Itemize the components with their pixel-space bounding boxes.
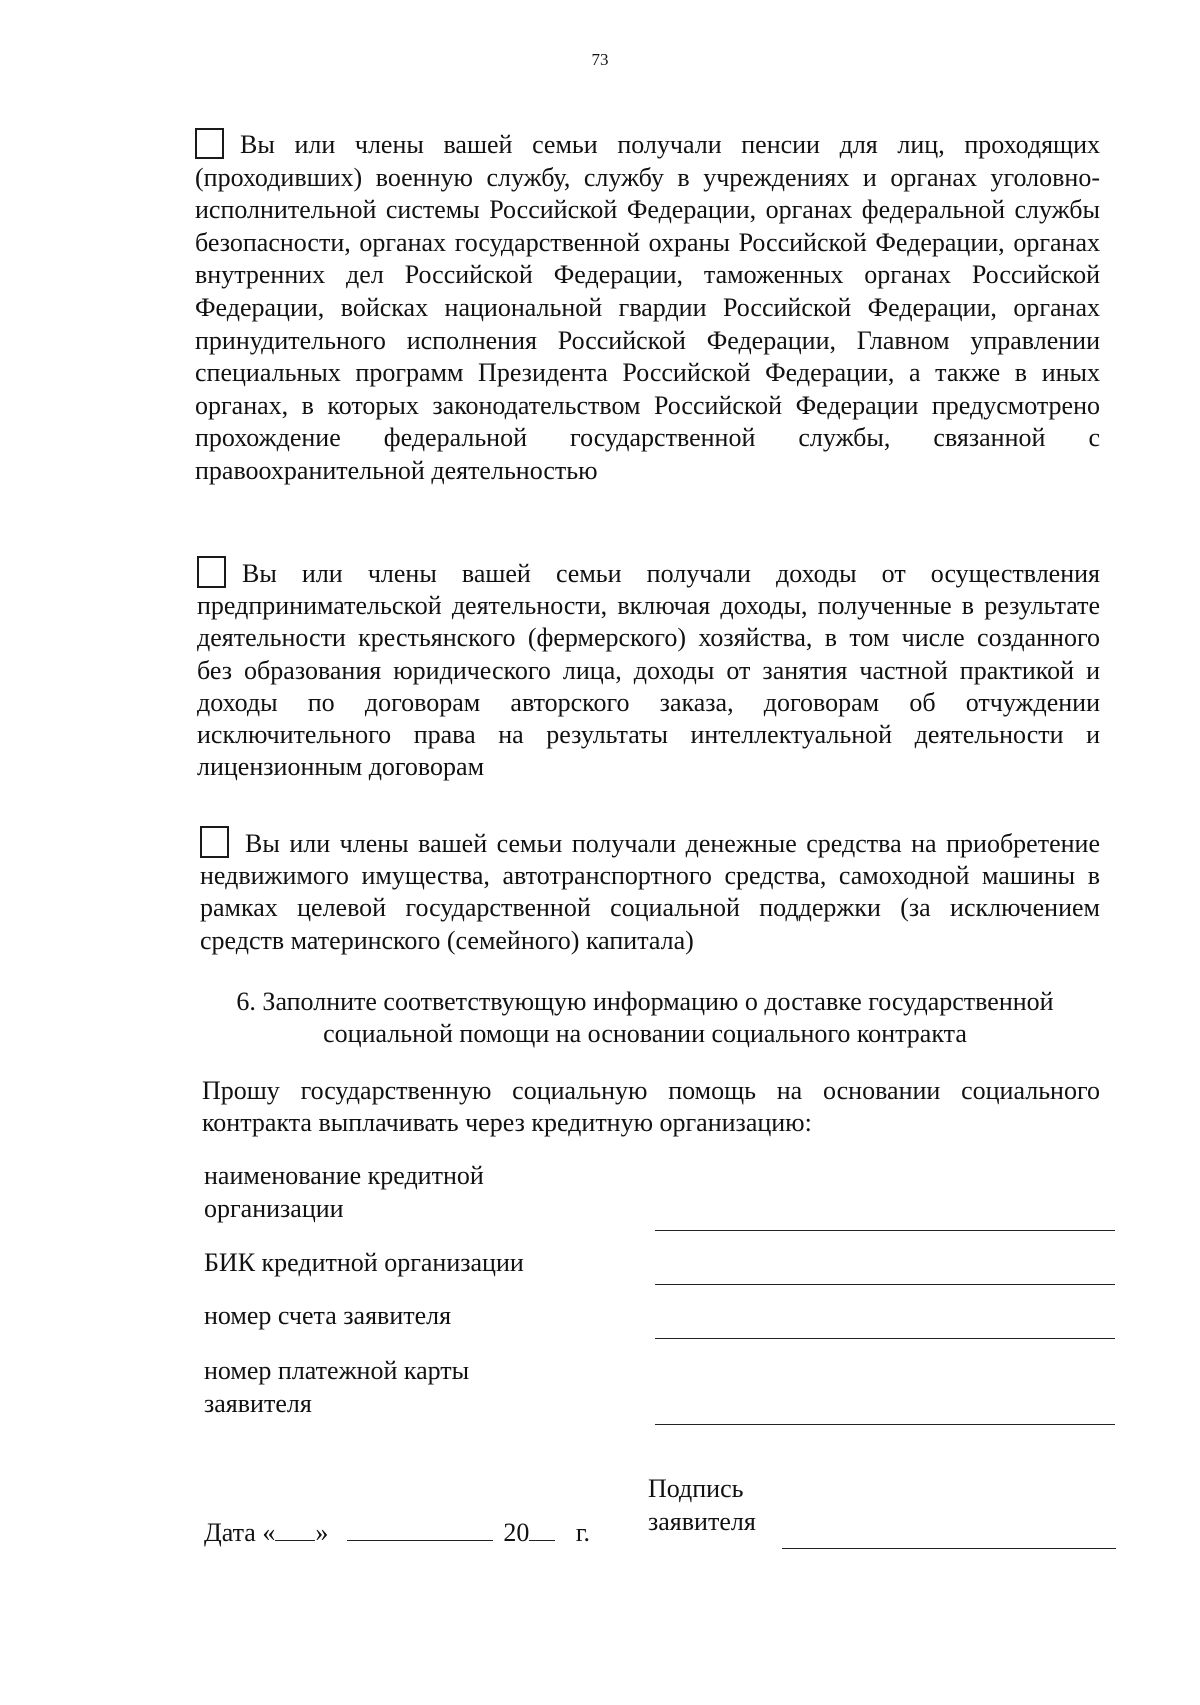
payment-request-text: Прошу государственную социальную помощь на основании социального контракта выплачивать через кредитную организацию: <box>202 1076 1100 1137</box>
checkbox[interactable] <box>200 826 229 858</box>
bank-name-field[interactable] <box>655 1230 1115 1231</box>
card-number-field[interactable] <box>655 1424 1115 1425</box>
account-number-label: номер счета заявителя <box>204 1301 452 1330</box>
year-prefix: 20 <box>503 1518 530 1547</box>
page-number: 73 <box>591 50 609 69</box>
checkbox[interactable] <box>197 556 226 588</box>
bic-label: БИК кредитной организации <box>204 1248 524 1277</box>
date-label: Дата « <box>204 1518 276 1547</box>
checkbox-item-pension <box>195 128 1100 488</box>
checkbox-item-targeted-support <box>200 826 1100 957</box>
date-row <box>204 1518 590 1548</box>
checkbox[interactable] <box>195 128 224 159</box>
checkbox-item-text: Вы или члены вашей семьи получали пенсии для лиц, проходящих (проходивших) военную службу, службу в учреждениях и органах уголовно-исполнительной системы Российской Федерации, органах федеральной службы безопасности, органах государственной охраны Российской Федерации, органах внутренних дел Российской Федерации, таможенных органах Российской Федерации, войсках национальной гвардии Российской Федерации, органах принудительного исполнения Российской Федерации, Главном управлении специальных программ Президента Российской Федерации, а также в иных органах, в которых законодательством Российской Федерации предусмотрено прохождение федеральной государственной службы, связанной с правоохранительной деятельностью <box>195 130 1100 485</box>
section-6-heading-line2: социальной помощи на основании социального контракта <box>323 1019 967 1048</box>
signature-field[interactable] <box>782 1548 1116 1549</box>
date-month-field[interactable] <box>347 1518 493 1541</box>
year-suffix: г. <box>575 1518 591 1547</box>
card-number-label: номер платежной карты заявителя <box>204 1356 470 1418</box>
date-year-field[interactable] <box>529 1518 555 1541</box>
date-close-quote: » <box>315 1518 329 1547</box>
checkbox-item-text: Вы или члены вашей семьи получали доходы от осуществления предпринимательской деятельности, включая доходы, полученные в результате деятельности крестьянского (фермерского) хозяйства, в том числе созданного без образования юридического лица, доходы от занятия частной практикой и доходы по договорам авторского заказа, договорам об отчуждении исключительного права на результаты интеллектуальной деятельности и лицензионным договорам <box>197 559 1100 782</box>
account-number-field[interactable] <box>655 1338 1115 1339</box>
section-6-heading <box>190 986 1100 1050</box>
signature-label: Подпись заявителя <box>648 1474 756 1536</box>
checkbox-item-text: Вы или члены вашей семьи получали денежные средства на приобретение недвижимого имущества, автотранспортного средства, самоходной машины в рамках целевой государственной социальной поддержки (за исключением средств материнского (семейного) капитала) <box>200 829 1100 955</box>
bank-name-label: наименование кредитной организации <box>204 1161 484 1223</box>
bic-field[interactable] <box>655 1284 1115 1285</box>
checkbox-item-business-income <box>197 556 1100 783</box>
date-day-field[interactable] <box>275 1518 315 1541</box>
section-6-heading-line1: 6. Заполните соответствующую информацию о доставке государственной <box>236 987 1054 1016</box>
